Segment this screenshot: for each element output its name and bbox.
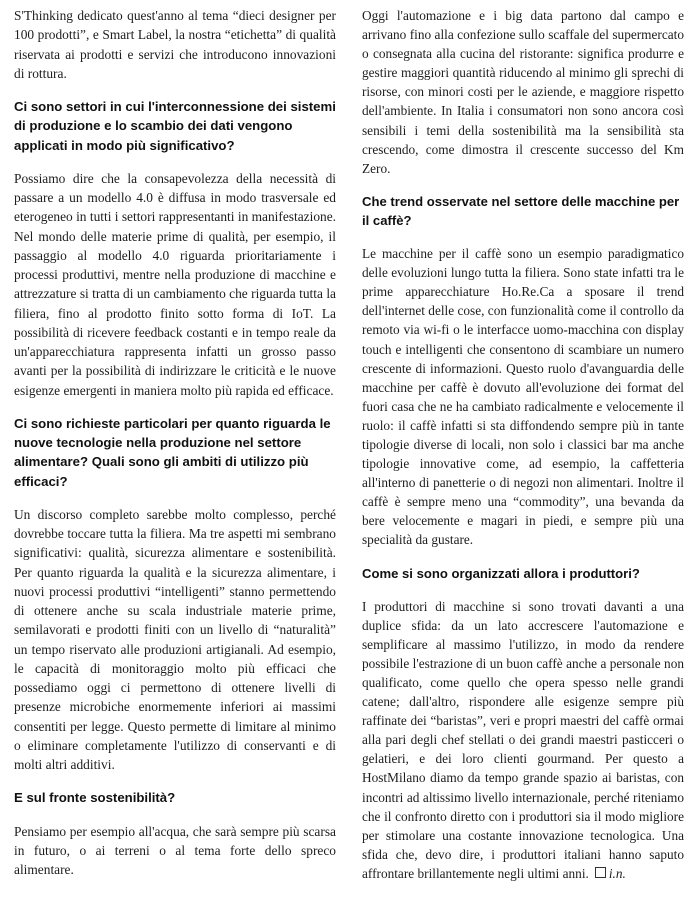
answer-producers [362, 597, 684, 883]
right-column [362, 6, 684, 883]
answer-coffee-machines: Le macchine per il caffè sono un esempio paradigmatico delle evoluzioni lungo tutta la filiera. Sono state infatti tra le prime apparecchiature Ho.Re.Ca a sposare il trend dell'internet delle cose, con funzionalità come il controllo da remoto via wi-fi o le interfacce uomo-macchina con display touch e intelligenti che consentono di scambiare un numero crescente di informazioni. Questo ruolo d'avanguardia delle macchine per caffè è dovuto all'evoluzione dei format del fuori casa che ne ha cambiato radicalmente e velocemente il ruolo: il caffè infatti si sta diffondendo sempre più in tante tipologie diverse di locali, non solo i classici bar ma anche tipologie innovative come, ad esempio, la caffetteria all'interno di panetterie o di negozi non alimentari. Inoltre il caffè è sempre meno una “commodity”, una bevanda da bere velocemente e magari in piedi, e sempre più una specialità da gustare. [362, 246, 684, 548]
intro-paragraph: S'Thinking dedicato quest'anno al tema “dieci designer per 100 prodotti”, e Smart Label, la nostra “etichetta” di qualità riservata ai prodotti e servizi che introducono innovazioni di rottura. [14, 8, 336, 81]
question-producers: Come si sono organizzati allora i produttori? [362, 565, 640, 581]
end-mark-icon [595, 867, 606, 878]
answer-food-sector: Un discorso completo sarebbe molto complesso, perché dovrebbe toccare tutta la filiera. Ma tre aspetti mi sembrano significativi: qualità, sicurezza alimentare e sostenibilità. Per quanto riguarda la qualità e la sicurezza alimentare, i nuovi processi produttivi “intelligenti” stanno permettendo di ottenere anche su scala industriale materie prime, semilavorati e prodotti finiti con un livello di “naturalità” un tempo riservato alle produzioni artigianali. Ad esempio, le capacità di monitoraggio molto più efficaci che possediamo oggi ci permettono di ottenere livelli di presenze microbiche enormemente inferiori ai massimi consentiti per legge. Questo permette di limitare al minimo o eliminare completamente l'utilizzo di conservanti e di molti altri additivi. [14, 506, 336, 772]
question-interconnection: Ci sono settori in cui l'interconnessione dei sistemi di produzione e lo scambio dei dati vengono applicati in modo più significativo? [14, 99, 336, 153]
author-signature: i.n. [608, 865, 626, 881]
question-coffee-machines: Che trend osservate nel settore delle macchine per il caffè? [362, 193, 680, 228]
answer-sustainability-continued: Oggi l'automazione e i big data partono dal campo e arrivano fino alla confezione sullo scaffale del supermercato o consegnata alla cucina del ristorante: significa produrre e gestire maggiori quantità riducendo al minimo gli sprechi di risorse, con minori costi per le aziende, e maggiore rispetto dell'ambiente. In Italia i consumatori non sono ancora così sensibili i temi della sostenibilità ma la sensibilità sta crescendo, come dimostra il crescente successo del Km Zero. [362, 8, 684, 176]
answer-producers-text: I produttori di macchine si sono trovati davanti a una duplice sfida: da un lato accrescere l'automazione e semplificare al massimo l'utilizzo, in modo da rendere possibile l'estrazione di un buon caffè anche a personale non qualificato, come quello che opera spesso nelle grandi catene; dall'altro, rispondere alle esigenze sempre più raffinate dei “baristas”, veri e propri maestri del caffè ormai alla pari degli chef stellati o dei grandi maestri pasticceri o gelatieri, e dei loro clienti gourmand. Per questo a HostMilano diamo da tempo grande spazio ai baristas, con incontri ad altissimo livello internazionale, perché riteniamo che il confronto diretto con i produttori sia il modo migliore per stimolare una costante innovazione tecnologica. Una sfida che, devo dire, i produttori italiani hanno saputo affrontare brillantemente negli ultimi anni. [362, 598, 684, 881]
answer-interconnection: Possiamo dire che la consapevolezza della necessità di passare a un modello 4.0 è diffusa in modo trasversale ed eterogeneo in tutti i settori rappresentanti in manifestazione. Nel mondo delle materie prime di qualità, per esempio, il passaggio al modello 4.0 riguarda prioritariamente i processi produttivi, mentre nella produzione di macchine e attrezzature si tratta di un cambiamento che riguarda tutta la filiera, fino al prodotto finito sotto forma di IoT. La possibilità di ricevere feedback costanti e in tempo reale da un'apparecchiatura rappresenta infatti un grosso passo avanti per la possibilità di indirizzare le criticità e le nuove esigenze emergenti in maniera molto più rapida ed efficace. [14, 170, 337, 398]
left-column [14, 6, 336, 879]
question-sustainability: E sul fronte sostenibilità? [14, 790, 176, 806]
question-food-sector: Ci sono richieste particolari per quanto riguarda le nuove tecnologie nella produzione nel settore alimentare? Quali sono gli ambiti di utilizzo più efficaci? [14, 415, 331, 489]
answer-sustainability: Pensiamo per esempio all'acqua, che sarà sempre più scarsa in futuro, o ai terreni o al tema forte dello spreco alimentare. [14, 823, 336, 877]
